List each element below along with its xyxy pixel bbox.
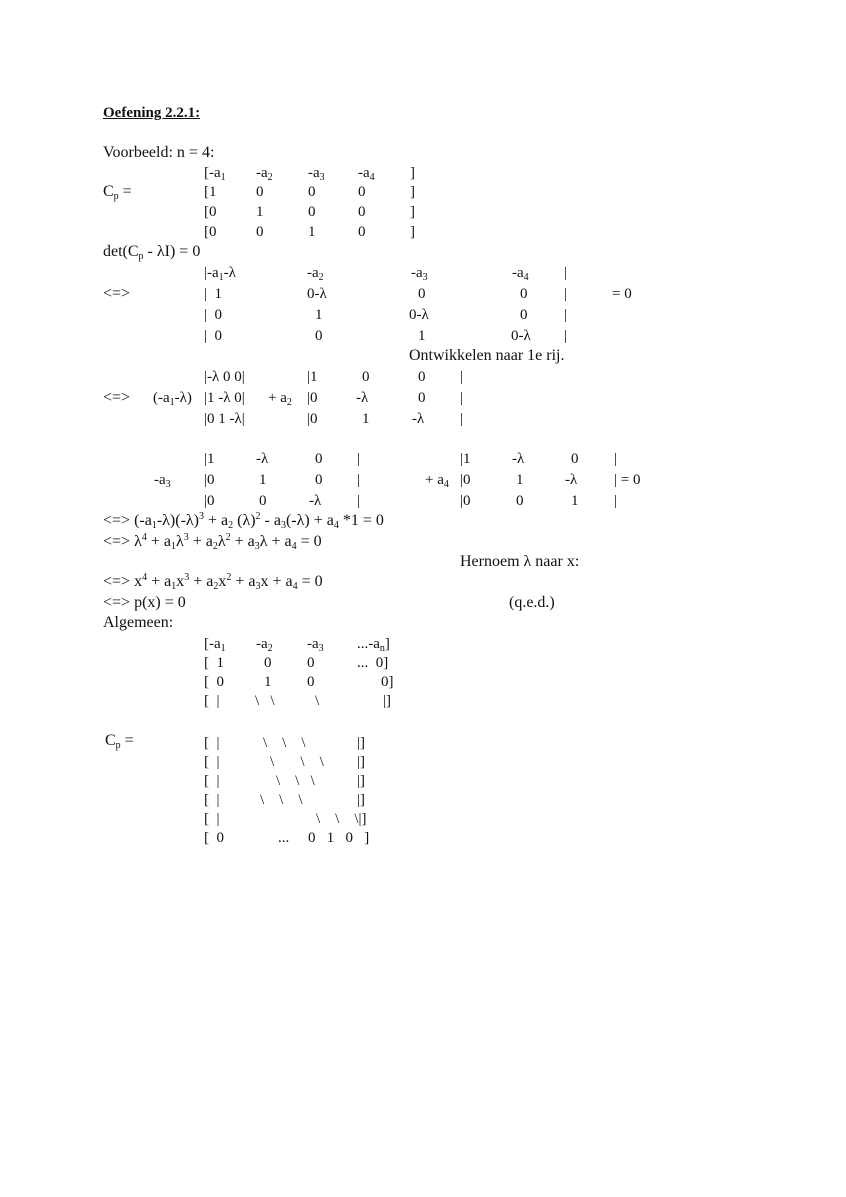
det-equals-zero: = 0: [612, 286, 632, 302]
general-cell: \ \: [255, 693, 275, 709]
matrix-cell: $-a_2$: [256, 165, 273, 183]
matrix-cell: [0: [204, 224, 217, 240]
matrix-cell: 0: [308, 184, 316, 200]
general-cell: 0: [307, 674, 315, 690]
minor-2-cell: |1: [307, 369, 318, 385]
det-cell: $-a_3$: [411, 265, 428, 283]
general-cell: \ \ \: [263, 735, 306, 751]
general-cell: \ \ \: [270, 754, 324, 770]
general-cell: 0 1 0 ]: [308, 830, 370, 846]
general-cell: ... 0]: [357, 655, 389, 671]
matrix-cell: 1: [256, 204, 264, 220]
general-cell: 0: [264, 655, 272, 671]
minor-2-cell: |0: [307, 411, 318, 427]
exercise-title: Oefening 2.2.1:: [103, 105, 201, 121]
minor-4-cell: 1: [571, 493, 579, 509]
matrix-cell: ]: [410, 204, 415, 220]
minor-3-cell: 0: [315, 472, 323, 488]
matrix-cell: 0: [256, 184, 264, 200]
qed-mark: (q.e.d.): [509, 594, 555, 611]
matrix-cell: 0: [358, 184, 366, 200]
det-cell: 0: [520, 307, 528, 323]
matrix-cell: $-a_3$: [308, 165, 325, 183]
minor-4-cell: 0: [516, 493, 524, 509]
det-cell: |: [564, 328, 568, 344]
coefficient-2: + $a_2$: [268, 390, 292, 408]
det-cell: | 1: [204, 286, 223, 302]
general-cell: |]: [357, 735, 365, 751]
general-cell: \ \ \: [260, 792, 303, 808]
matrix-cell: 0: [358, 224, 366, 240]
rename-note: Hernoem λ naar x:: [460, 553, 580, 570]
minor-3-cell: |: [357, 493, 361, 509]
det-cell: | 0: [204, 307, 223, 323]
det-cell: |: [564, 265, 568, 281]
minor-4-cell: |: [614, 493, 618, 509]
general-cell: [ |: [204, 693, 220, 709]
minor-3-cell: -λ: [256, 451, 269, 467]
det-cell: $-a_2$: [307, 265, 324, 283]
general-cell: |]: [357, 773, 365, 789]
det-cell: $-a_4$: [512, 265, 529, 283]
minor-4-cell: |0: [460, 472, 471, 488]
minor-2-cell: 0: [418, 369, 426, 385]
minor-2-cell: |0: [307, 390, 318, 406]
det-cell: | 0: [204, 328, 223, 344]
det-cell: 1: [315, 307, 323, 323]
minor-4-cell: -λ: [512, 451, 525, 467]
matrix-cell: [$-a_1$: [204, 165, 226, 183]
det-cell: 0: [315, 328, 323, 344]
det-cell: 0: [520, 286, 528, 302]
general-cell: [$-a_1$: [204, 636, 226, 654]
minor-1-row: |-λ 0 0|: [204, 369, 245, 385]
minor-2-cell: 0: [418, 390, 426, 406]
general-cell: |]: [383, 693, 391, 709]
general-cell: \: [315, 693, 320, 709]
minor-4-cell: -λ: [565, 472, 578, 488]
general-cell: [ |: [204, 754, 220, 770]
minor-4-cell: |0: [460, 493, 471, 509]
general-cell: |]: [357, 792, 365, 808]
general-cell: [ |: [204, 735, 220, 751]
coefficient-4: + $a_4$: [425, 472, 449, 490]
general-cell: \ \ \|]: [316, 811, 367, 827]
minor-2-cell: |: [460, 369, 464, 385]
det-cell: $|-a_1-\lambda$: [204, 265, 236, 283]
minor-3-cell: 0: [259, 493, 267, 509]
general-cell: 1: [264, 674, 272, 690]
general-cell: |]: [357, 754, 365, 770]
det-cell: 1: [418, 328, 426, 344]
matrix-cell: ]: [410, 165, 415, 181]
det-cell: 0-λ: [307, 286, 327, 302]
minor-3-cell: 1: [259, 472, 267, 488]
matrix-cell: 0: [256, 224, 264, 240]
minor-1-row: |1 -λ 0|: [204, 390, 245, 406]
coefficient-1: $(-a_1-\lambda)$: [153, 390, 192, 408]
equiv-symbol: <=>: [103, 285, 131, 302]
minor-2-cell: -λ: [356, 390, 369, 406]
general-cell: [ |: [204, 773, 220, 789]
minor-3-cell: |1: [204, 451, 215, 467]
minor-4-cell: |: [614, 451, 618, 467]
minor-3-cell: |: [357, 451, 361, 467]
matrix-cell: [0: [204, 204, 217, 220]
derivation-step-2: <=> $\lambda^4 + a_1\lambda^3 + a_2\lambda^2 + a_3\lambda + a_4 = 0$: [103, 532, 322, 552]
minor-3-cell: |: [357, 472, 361, 488]
general-cell: $-a_3$: [307, 636, 324, 654]
matrix-cell: ]: [410, 224, 415, 240]
general-cell: [ |: [204, 811, 220, 827]
det-cell: 0-λ: [511, 328, 531, 344]
minor-4-cell: | = 0: [614, 472, 641, 488]
general-heading: Algemeen:: [103, 614, 174, 631]
matrix-cell: [1: [204, 184, 217, 200]
det-cell: |: [564, 307, 568, 323]
minor-3-cell: 0: [315, 451, 323, 467]
general-cell: $...-a_n$]: [357, 636, 390, 654]
matrix-cell: 0: [358, 204, 366, 220]
det-equation: $\det(C_p - \lambda I) = 0$: [103, 243, 201, 262]
derivation-step-1: <=> $(-a_1-\lambda)(-\lambda)^3 + a_2$ $(\lambda)^2 - a_3(-\lambda) + a_4$ *1 = 0: [103, 511, 384, 531]
general-cell: [ 0: [204, 674, 224, 690]
general-cell: \ \ \: [276, 773, 315, 789]
general-cell: 0: [307, 655, 315, 671]
minor-2-cell: 0: [362, 369, 370, 385]
matrix-cell: $-a_4$: [358, 165, 375, 183]
matrix-cell: 1: [308, 224, 316, 240]
general-cell: [ 1: [204, 655, 224, 671]
minor-3-cell: -λ: [309, 493, 322, 509]
det-cell: |: [564, 286, 568, 302]
det-cell: 0-λ: [409, 307, 429, 323]
matrix-cell: ]: [410, 184, 415, 200]
minor-3-cell: |0: [204, 493, 215, 509]
minor-3-cell: |0: [204, 472, 215, 488]
general-cell: [ 0: [204, 830, 224, 846]
minor-1-row: |0 1 -λ|: [204, 411, 245, 427]
general-cell: [ |: [204, 792, 220, 808]
minor-4-cell: |1: [460, 451, 471, 467]
expand-note: Ontwikkelen naar 1e rij.: [409, 347, 565, 364]
minor-4-cell: 1: [516, 472, 524, 488]
minor-2-cell: |: [460, 390, 464, 406]
equiv-symbol: <=>: [103, 389, 131, 406]
det-cell: 0: [418, 286, 426, 302]
minor-4-cell: 0: [571, 451, 579, 467]
minor-2-cell: 1: [362, 411, 370, 427]
minor-2-cell: |: [460, 411, 464, 427]
matrix-cell: 0: [308, 204, 316, 220]
general-cp-label: $C_p$ =: [105, 732, 134, 751]
general-cell: 0]: [381, 674, 394, 690]
coefficient-3: $-a_3$: [154, 472, 171, 490]
general-cell: $-a_2$: [256, 636, 273, 654]
minor-2-cell: -λ: [412, 411, 425, 427]
example-intro: Voorbeeld: n = 4:: [103, 144, 215, 161]
derivation-step-4: <=> p(x) = 0: [103, 594, 186, 611]
cp-label: $C_p$ =: [103, 183, 132, 202]
general-cell: ...: [278, 830, 290, 846]
derivation-step-3: <=> $x^4 + a_1x^3 + a_2x^2 + a_3x + a_4 = 0$: [103, 572, 323, 592]
